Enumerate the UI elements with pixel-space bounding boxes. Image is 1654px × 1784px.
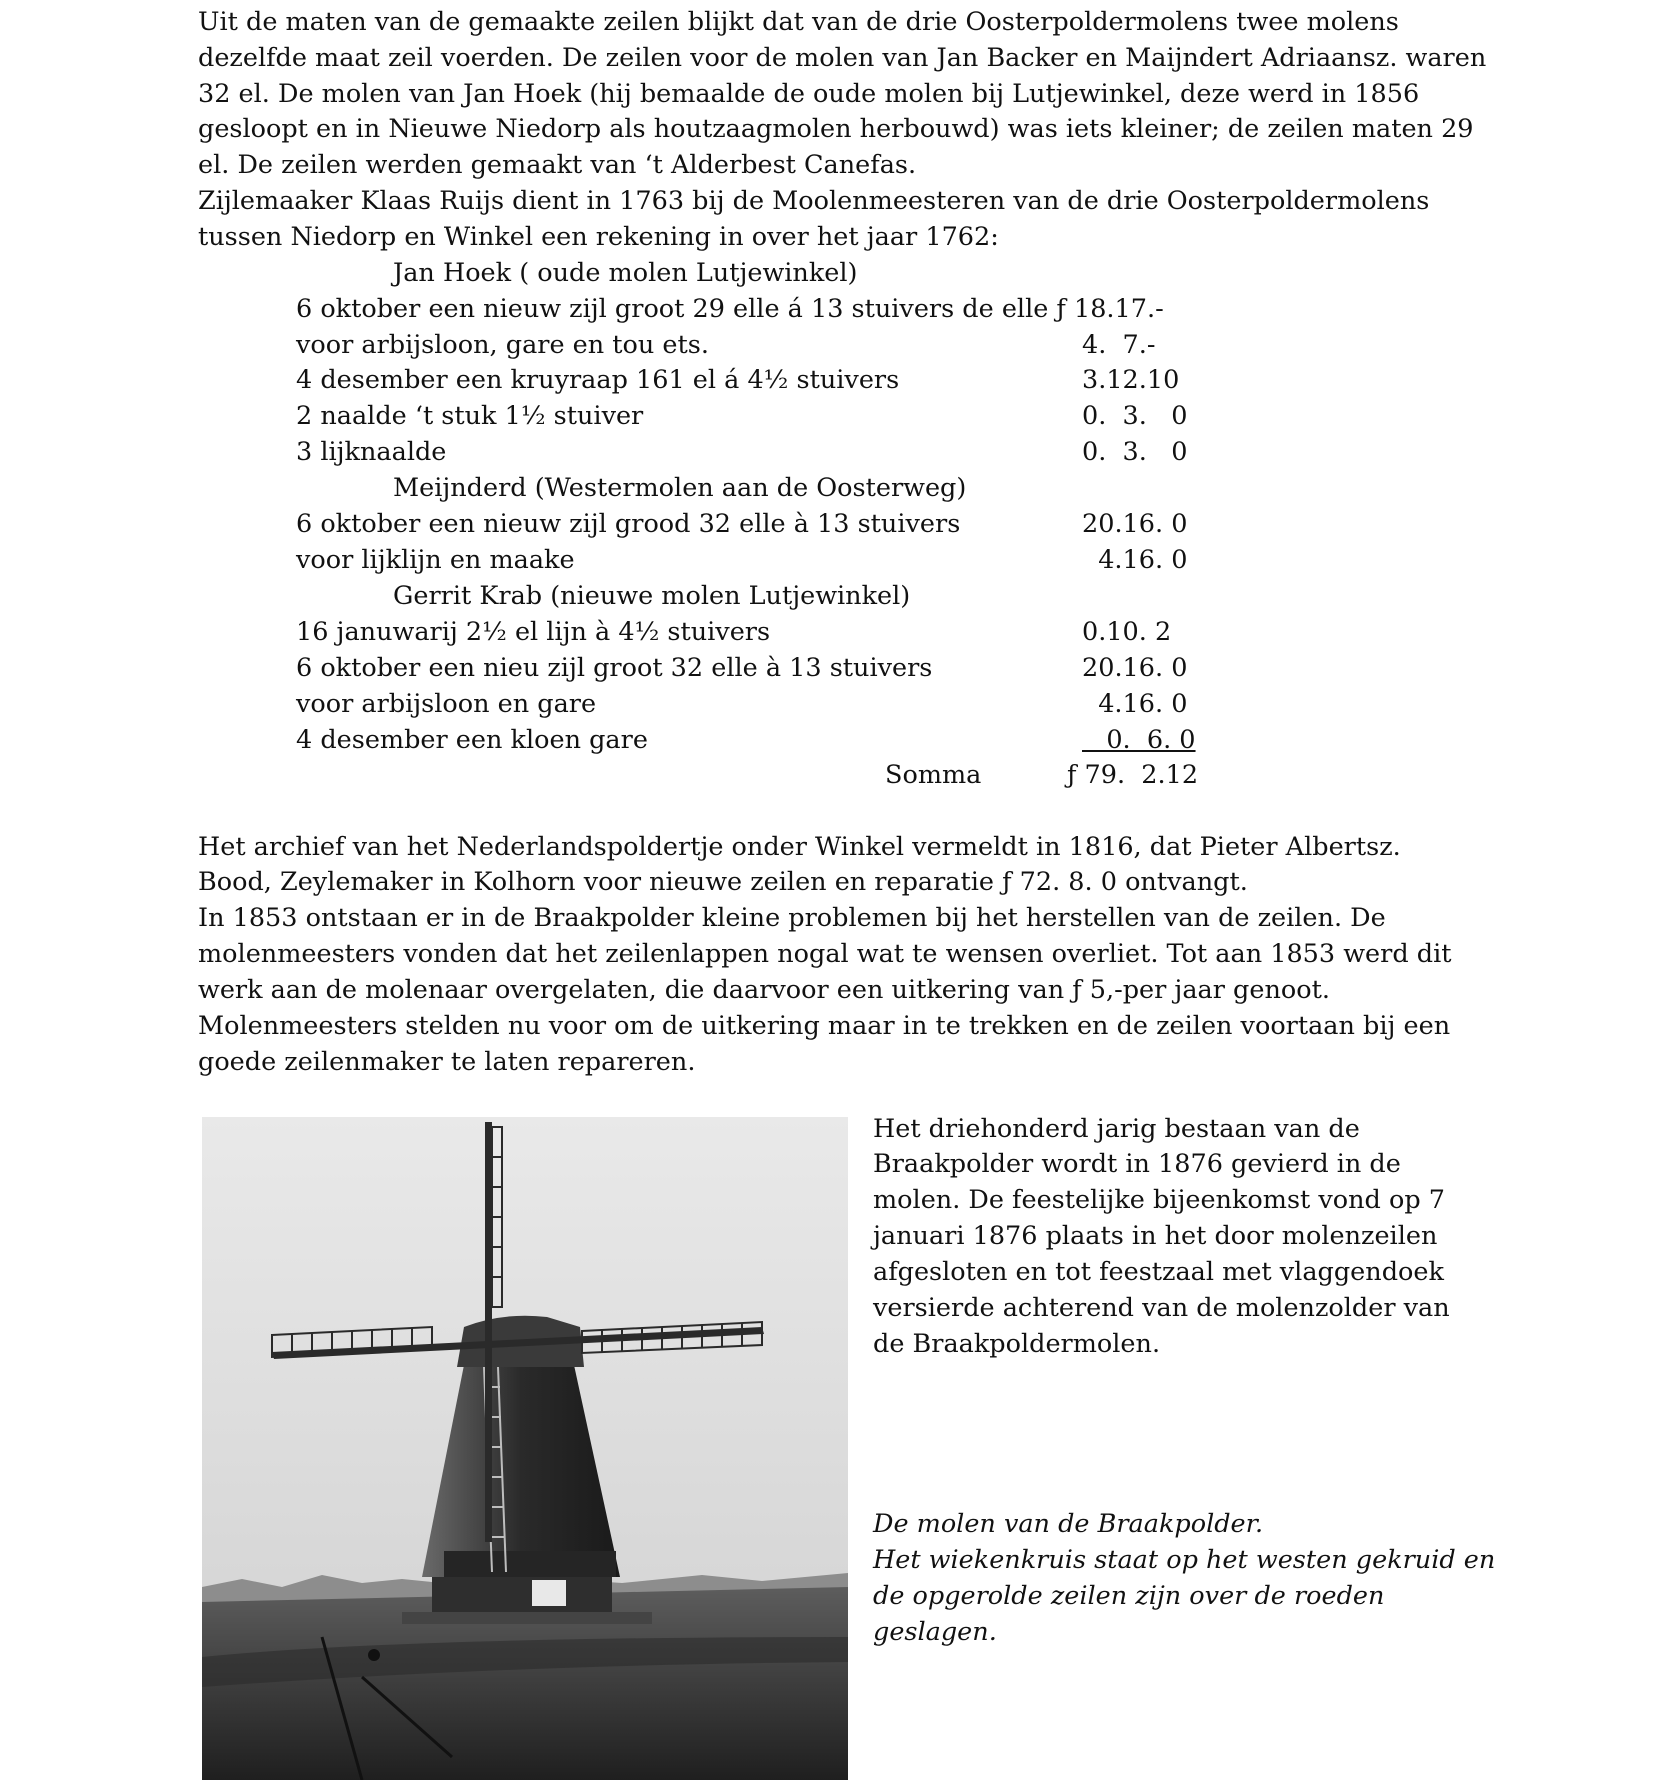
side-line: Het driehonderd jarig bestaan van de (873, 1114, 1360, 1144)
ledger-amount: 4.16. 0 (1082, 545, 1188, 575)
ledger-item: 4 desember een kloen gare (296, 725, 648, 755)
ledger-item: voor arbijsloon en gare (296, 689, 597, 719)
archive-line: Molenmeesters stelden nu voor om de uitkering maar in te trekken en de zeilen voortaan bij een (198, 1011, 1451, 1041)
intro-line: tussen Niedorp en Winkel een rekening in over het jaar 1762: (198, 222, 999, 252)
ledger-item: 3 lijknaalde (296, 437, 447, 467)
side-line: de Braakpoldermolen. (873, 1329, 1161, 1359)
intro-line: el. De zeilen werden gemaakt van ‘t Alderbest Canefas. (198, 150, 917, 180)
intro-line: dezelfde maat zeil voerden. De zeilen voor de molen van Jan Backer en Maijndert Adriaansz. waren (198, 43, 1487, 73)
ledger-item: 2 naalde ‘t stuk 1½ stuiver (296, 401, 644, 431)
ledger-amount: 20.16. 0 (1082, 509, 1188, 539)
ledger-amount: 20.16. 0 (1082, 653, 1188, 683)
caption-line: De molen van de Braakpolder. (873, 1509, 1264, 1539)
caption-line: de opgerolde zeilen zijn over de roeden (873, 1581, 1385, 1611)
side-line: molen. De feestelijke bijeenkomst vond op 7 (873, 1185, 1445, 1215)
ledger-item: 6 oktober een nieuw zijl groot 29 elle á 13 stuivers de elle ƒ 18.17.- (296, 294, 1164, 324)
ledger-amount: 4. 7.- (1082, 330, 1156, 360)
side-line: Braakpolder wordt in 1876 gevierd in de (873, 1149, 1401, 1179)
side-line: afgesloten en tot feestzaal met vlaggendoek (873, 1257, 1444, 1287)
ledger-amount: 4.16. 0 (1082, 689, 1188, 719)
side-line: januari 1876 plaats in het door molenzeilen (873, 1221, 1438, 1251)
figure-person (368, 1649, 380, 1661)
ledger-amount: 0. 6. 0 (1082, 725, 1196, 755)
ledger-amount: 0.10. 2 (1082, 617, 1172, 647)
ledger-heading: Gerrit Krab (nieuwe molen Lutjewinkel) (393, 581, 911, 611)
windmill-photo (202, 1117, 848, 1780)
caption-line: Het wiekenkruis staat op het westen gekruid en (873, 1545, 1496, 1575)
ledger-amount: 0. 3. 0 (1082, 437, 1188, 467)
intro-line: Uit de maten van de gemaakte zeilen blijkt dat van de drie Oosterpoldermolens twee molens (198, 7, 1399, 37)
ledger-heading: Meijnderd (Westermolen aan de Oosterweg) (393, 473, 967, 503)
ledger-amount: 3.12.10 (1082, 365, 1180, 395)
archive-line: Het archief van het Nederlandspoldertje onder Winkel vermeldt in 1816, dat Pieter Albertsz. (198, 832, 1401, 862)
ledger-item: 6 oktober een nieuw zijl grood 32 elle à 13 stuivers (296, 509, 961, 539)
ledger-item: 4 desember een kruyraap 161 el á 4½ stuivers (296, 365, 900, 395)
archive-line: goede zeilenmaker te laten repareren. (198, 1047, 696, 1077)
ledger-heading: Jan Hoek ( oude molen Lutjewinkel) (393, 258, 858, 288)
caption-line: geslagen. (873, 1617, 997, 1647)
ledger-item: voor lijklijn en maake (296, 545, 575, 575)
archive-line: molenmeesters vonden dat het zeilenlappen nogal wat te wensen overliet. Tot aan 1853 werd dit (198, 939, 1452, 969)
archive-line: In 1853 ontstaan er in de Braakpolder kleine problemen bij het herstellen van de zeilen. De (198, 903, 1386, 933)
ledger-item: voor arbijsloon, gare en tou ets. (296, 330, 709, 360)
ledger-amount: 0. 3. 0 (1082, 401, 1188, 431)
side-line: versierde achterend van de molenzolder van (873, 1293, 1450, 1323)
archive-line: Bood, Zeylemaker in Kolhorn voor nieuwe zeilen en reparatie ƒ 72. 8. 0 ontvangt. (198, 867, 1248, 897)
ledger-item: 16 januwarij 2½ el lijn à 4½ stuivers (296, 617, 771, 647)
intro-line: Zijlemaaker Klaas Ruijs dient in 1763 bij de Moolenmeesteren van de drie Oosterpoldermolens (198, 186, 1430, 216)
ledger-item: 6 oktober een nieu zijl groot 32 elle à 13 stuivers (296, 653, 933, 683)
sail-stock-vertical (485, 1122, 492, 1542)
intro-line: gesloopt en in Nieuwe Niedorp als houtzaagmolen herbouwd) was iets kleiner; de zeilen maten 29 (198, 114, 1474, 144)
intro-line: 32 el. De molen van Jan Hoek (hij bemaalde de oude molen bij Lutjewinkel, deze werd in 1856 (198, 79, 1420, 109)
mill-stage (402, 1612, 652, 1624)
ledger-total-label: Somma (885, 760, 982, 790)
ledger-total-value: ƒ 79. 2.12 (1067, 760, 1199, 790)
mill-plinth (444, 1551, 616, 1577)
archive-line: werk aan de molenaar overgelaten, die daarvoor een uitkering van ƒ 5,-per jaar genoot. (198, 975, 1330, 1005)
mill-door (532, 1580, 566, 1606)
